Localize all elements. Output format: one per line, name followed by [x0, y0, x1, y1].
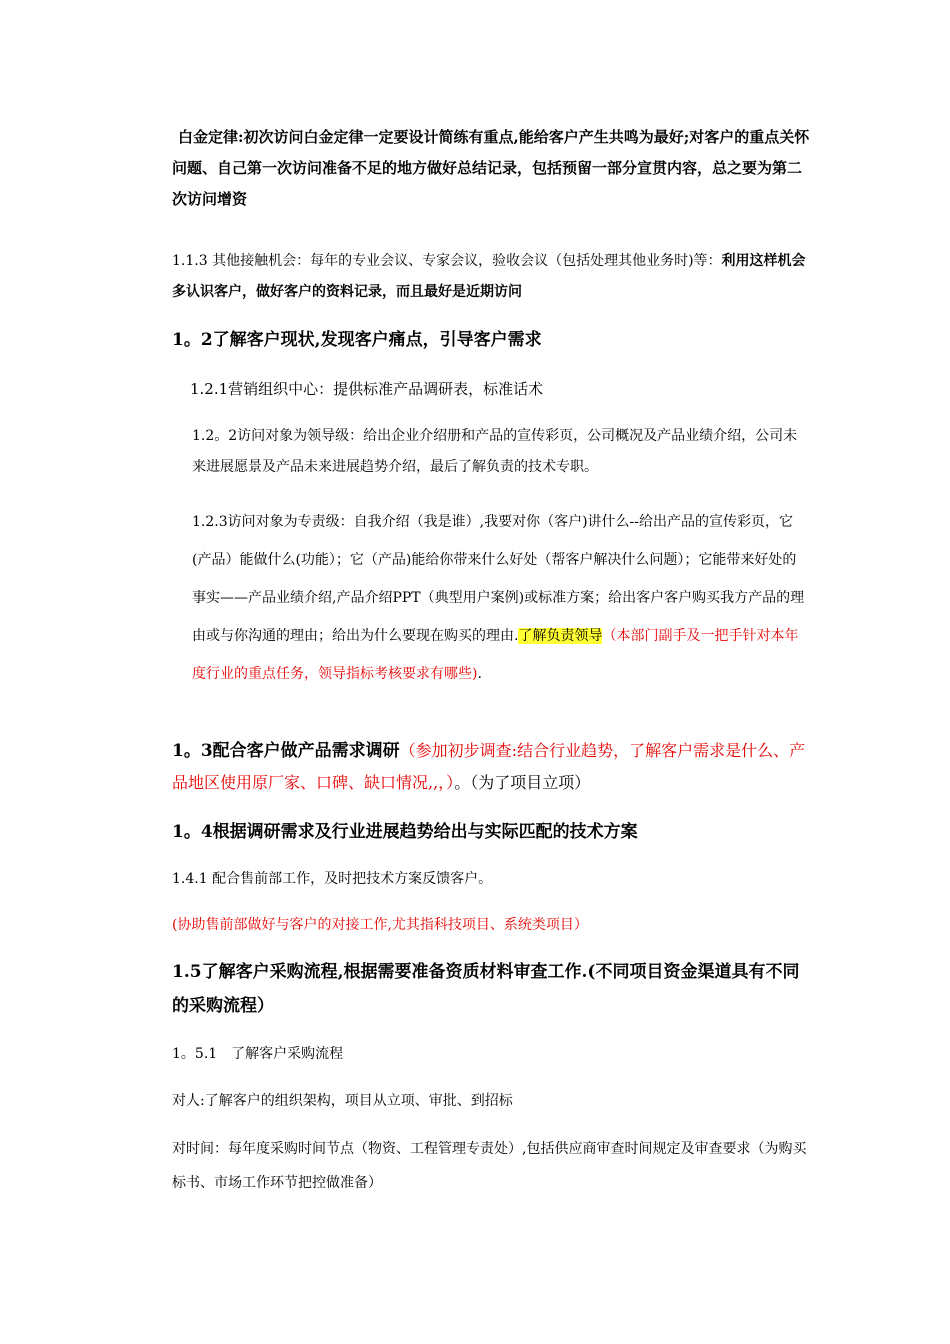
red-note-paragraph: (协助售前部做好与客户的对接工作,尤其指科技项目、系统类项目） [172, 917, 588, 933]
section-1-2-3-paragraph [192, 503, 810, 693]
section-1-1-3-text: 1.1.3 其他接触机会：每年的专业会议、专家会议，验收会议（包括处理其他业务时)等： [172, 253, 722, 269]
heading-1-3-red-note: （参加初步调查:结合行业趋势，了解客户需求是什么、产品地区使用原厂家、口碑、缺口情况,,，） [172, 741, 806, 792]
section-1-4-1-paragraph: 1.4.1 配合售前部工作，及时把技术方案反馈客户。 [172, 871, 493, 887]
section-1-5-1-paragraph: 1。5.1 了解客户采购流程 [172, 1046, 344, 1062]
section-1-1-3-bold-text: 利用这样机会多认识客户，做好客户的资料记录，而且最好是近期访问 [172, 253, 806, 300]
heading-1-3-title: 1。3配合客户做产品需求调研 [172, 741, 400, 761]
heading-1-5: 1.5了解客户采购流程,根据需要准备资质材料审查工作.(不同项目资金渠道具有不同的采购流程） [172, 962, 800, 1016]
heading-1-3-tail: 。（为了项目立项） [454, 773, 591, 792]
section-1-1-3-paragraph [172, 246, 812, 308]
heading-1-2: 1。2了解客户现状,发现客户痛点，引导客户需求 [172, 330, 542, 350]
heading-1-4: 1。4根据调研需求及行业进展趋势给出与实际匹配的技术方案 [172, 822, 638, 842]
section-1-2-3-end: . [477, 666, 482, 682]
highlighted-text: 了解负责领导 [518, 628, 603, 644]
section-1-2-1-paragraph: 1.2.1营销组织中心：提供标准产品调研表，标准话术 [190, 380, 544, 398]
heading-1-3 [172, 735, 812, 799]
people-paragraph: 对人:了解客户的组织架构，项目从立项、审批、到招标 [172, 1093, 513, 1109]
platinum-rule-paragraph: 白金定律:初次访问白金定律一定要设计简练有重点,能给客户产生共鸣为最好;对客户的重点关怀问题、自己第一次访问准备不足的地方做好总结记录，包括预留一部分宣贯内容，总之要为第二次访问增资 [172, 128, 810, 208]
section-1-2-2-paragraph: 1.2。2访问对象为领导级：给出企业介绍册和产品的宣传彩页，公司概况及产品业绩介绍，公司未来进展愿景及产品未来进展趋势介绍，最后了解负责的技术专职。 [192, 428, 798, 475]
time-paragraph: 对时间：每年度采购时间节点（物资、工程管理专责处）,包括供应商审查时间规定及审查要求（为购买标书、市场工作环节把控做准备） [172, 1141, 807, 1191]
section-1-2-3-text: 1.2.3访问对象为专责级：自我介绍（我是谁）,我要对你（客户)讲什么--给出产品的宣传彩页，它(产品）能做什么(功能）；它（产品)能给你带来什么好处（帮客户解决什么问题）；它能带来好处的事实——产品业绩介绍,产品介绍PPT（典型用户案例)或标准方案；给出客户客户购买我方产品的理由或与你沟通的理由；给出为什么要现在购买的理由. [192, 514, 805, 644]
red-note-text: （本部门副手及一把手针对本年度行业的重点任务，领导指标考核要求有哪些) [192, 628, 799, 682]
